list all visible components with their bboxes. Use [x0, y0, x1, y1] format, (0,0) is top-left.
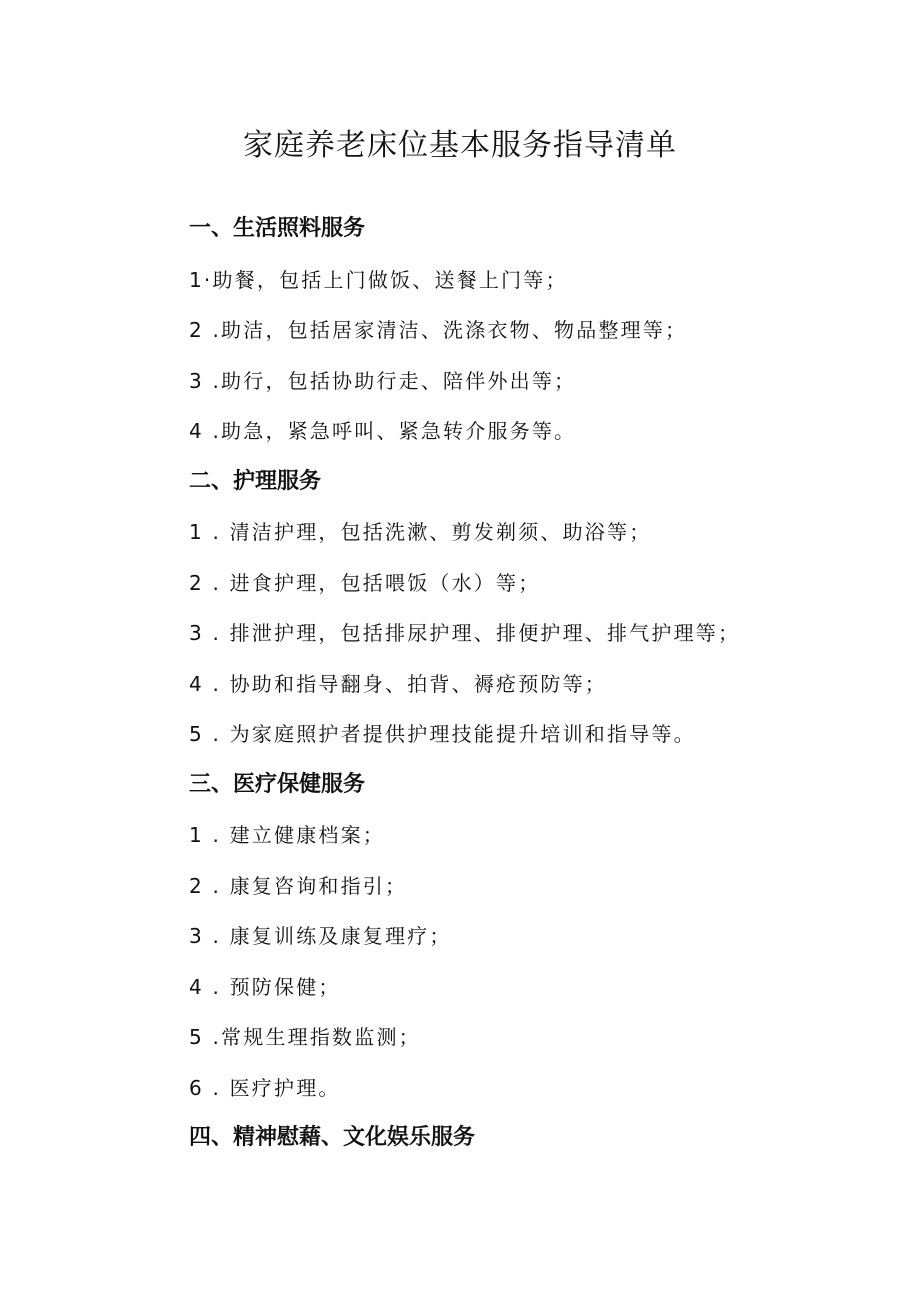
list-item: 4 . 协助和指导翻身、拍背、褥疮预防等；: [189, 671, 607, 696]
list-item: 1·助餐，包括上门做饭、送餐上门等；: [189, 267, 568, 292]
document-body: [189, 204, 889, 1164]
section-heading: 一、生活照料服务: [189, 216, 366, 241]
section-heading: 二、护理服务: [189, 468, 322, 494]
section-medical-care: [189, 760, 889, 1114]
list-item: 2 .助洁，包括居家清洁、洗涤衣物、物品整理等；: [189, 318, 688, 342]
list-item: 6 . 医疗护理。: [189, 1075, 341, 1100]
list-item: 1 . 建立健康档案；: [189, 823, 385, 847]
section-heading: 三、医疗保健服务: [189, 771, 366, 797]
list-item: 2 . 进食护理，包括喂饭（水）等；: [189, 570, 541, 595]
list-item: 4 . 预防保健；: [189, 974, 341, 999]
list-item: 3 .助行，包括协助行走、陪伴外出等；: [189, 368, 577, 393]
section-heading: 四、精神慰藉、文化娱乐服务: [189, 1125, 476, 1150]
section-daily-care: [189, 204, 889, 457]
section-spiritual-entertainment: [189, 1113, 889, 1164]
section-nursing: [189, 457, 889, 760]
list-item: 4 .助急，紧急呼叫、紧急转介服务等。: [189, 419, 577, 443]
list-item: 1 . 清洁护理，包括洗漱、剪发剃须、助浴等；: [189, 520, 652, 544]
list-item: 3 . 康复训练及康复理疗；: [189, 924, 452, 948]
list-item: 5 .常规生理指数监测；: [189, 1025, 421, 1049]
document-title: 家庭养老床位基本服务指导清单: [243, 128, 677, 163]
list-item: 2 . 康复咨询和指引；: [189, 873, 408, 898]
list-item: 5 . 为家庭照护者提供护理技能提升培训和指导等。: [189, 722, 696, 746]
list-item: 3 . 排泄护理，包括排尿护理、排便护理、排气护理等；: [189, 621, 741, 645]
